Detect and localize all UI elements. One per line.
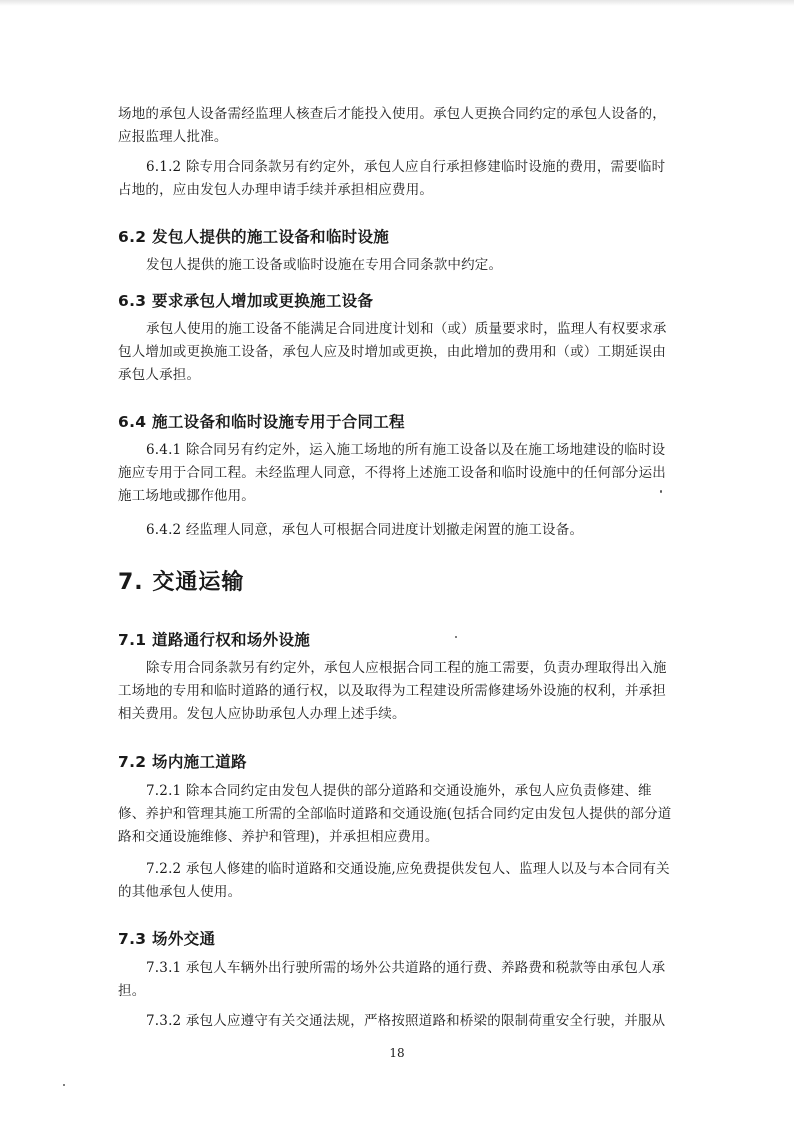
- scan-speck: [455, 636, 457, 638]
- clause-7-3-1: [118, 957, 678, 1003]
- clause-6-4-1: [118, 439, 678, 508]
- clause-6-4-2: [118, 519, 678, 542]
- paragraph-text: 6.4.1 除合同另有约定外，运入施工场地的所有施工设备以及在施工场地建设的临时设施应专用于合同工程。未经监理人同意，不得将上述施工设备和临时设施中的任何部分运出施工场地或挪作他用。: [118, 442, 666, 504]
- scan-speck: [63, 1084, 65, 1086]
- paragraph-equipment-approval: [118, 103, 678, 149]
- paragraph-text: 7.2.1 除本合同约定由发包人提供的部分道路和交通设施外，承包人应负责修建、维修、养护和管理其施工所需的全部临时道路和交通设施(包括合同约定由发包人提供的部分道路和交通设施维修、养护和管理)，并承担相应费用。: [118, 783, 672, 845]
- clause-6-1-2: [118, 156, 678, 202]
- paragraph-text: 7.2.2 承包人修建的临时道路和交通设施,应免费提供发包人、监理人以及与本合同有关的其他承包人使用。: [118, 861, 670, 900]
- paragraph-text: 6.1.2 除专用合同条款另有约定外，承包人应自行承担修建临时设施的费用，需要临时占地的，应由发包人办理申请手续并承担相应费用。: [118, 159, 666, 198]
- paragraph-text: 7.3.2 承包人应遵守有关交通法规，严格按照道路和桥梁的限制荷重安全行驶，并服从: [146, 1013, 666, 1029]
- clause-7-3-2: [118, 1010, 678, 1033]
- heading-7-3: 7.3 场外交通: [118, 930, 216, 948]
- heading-6-2: 6.2 发包人提供的施工设备和临时设施: [118, 228, 390, 246]
- clause-7-2-1: [118, 780, 678, 849]
- scan-top-edge: [0, 0, 794, 6]
- paragraph-text: 6.4.2 经监理人同意，承包人可根据合同进度计划撤走闲置的施工设备。: [146, 522, 584, 538]
- paragraph-text: 7.3.1 承包人车辆外出行驶所需的场外公共道路的通行费、养路费和税款等由承包人承担。: [118, 960, 666, 999]
- clause-7-2-2: [118, 858, 678, 904]
- paragraph-text: 除专用合同条款另有约定外，承包人应根据合同工程的施工需要，负责办理取得出入施工场地的专用和临时道路的通行权，以及取得为工程建设所需修建场外设施的权利，并承担相关费用。发包人应协助承包人办理上述手续。: [118, 660, 667, 722]
- heading-7: 7. 交通运输: [118, 570, 245, 595]
- scan-speck: [660, 490, 662, 493]
- clause-6-3: [118, 318, 678, 387]
- heading-6-4: 6.4 施工设备和临时设施专用于合同工程: [118, 413, 405, 431]
- clause-6-2: [118, 254, 678, 277]
- heading-7-1: 7.1 道路通行权和场外设施: [118, 631, 311, 649]
- paragraph-text: 发包人提供的施工设备或临时设施在专用合同条款中约定。: [146, 257, 503, 273]
- heading-6-3: 6.3 要求承包人增加或更换施工设备: [118, 292, 374, 310]
- clause-7-1: [118, 657, 678, 726]
- paragraph-text: 场地的承包人设备需经监理人核查后才能投入使用。承包人更换合同约定的承包人设备的，应报监理人批准。: [118, 106, 666, 145]
- heading-7-2: 7.2 场内施工道路: [118, 753, 247, 771]
- page-number: 18: [389, 1046, 405, 1060]
- paragraph-text: 承包人使用的施工设备不能满足合同进度计划和（或）质量要求时，监理人有权要求承包人增加或更换施工设备，承包人应及时增加或更换，由此增加的费用和（或）工期延误由承包人承担。: [118, 321, 667, 383]
